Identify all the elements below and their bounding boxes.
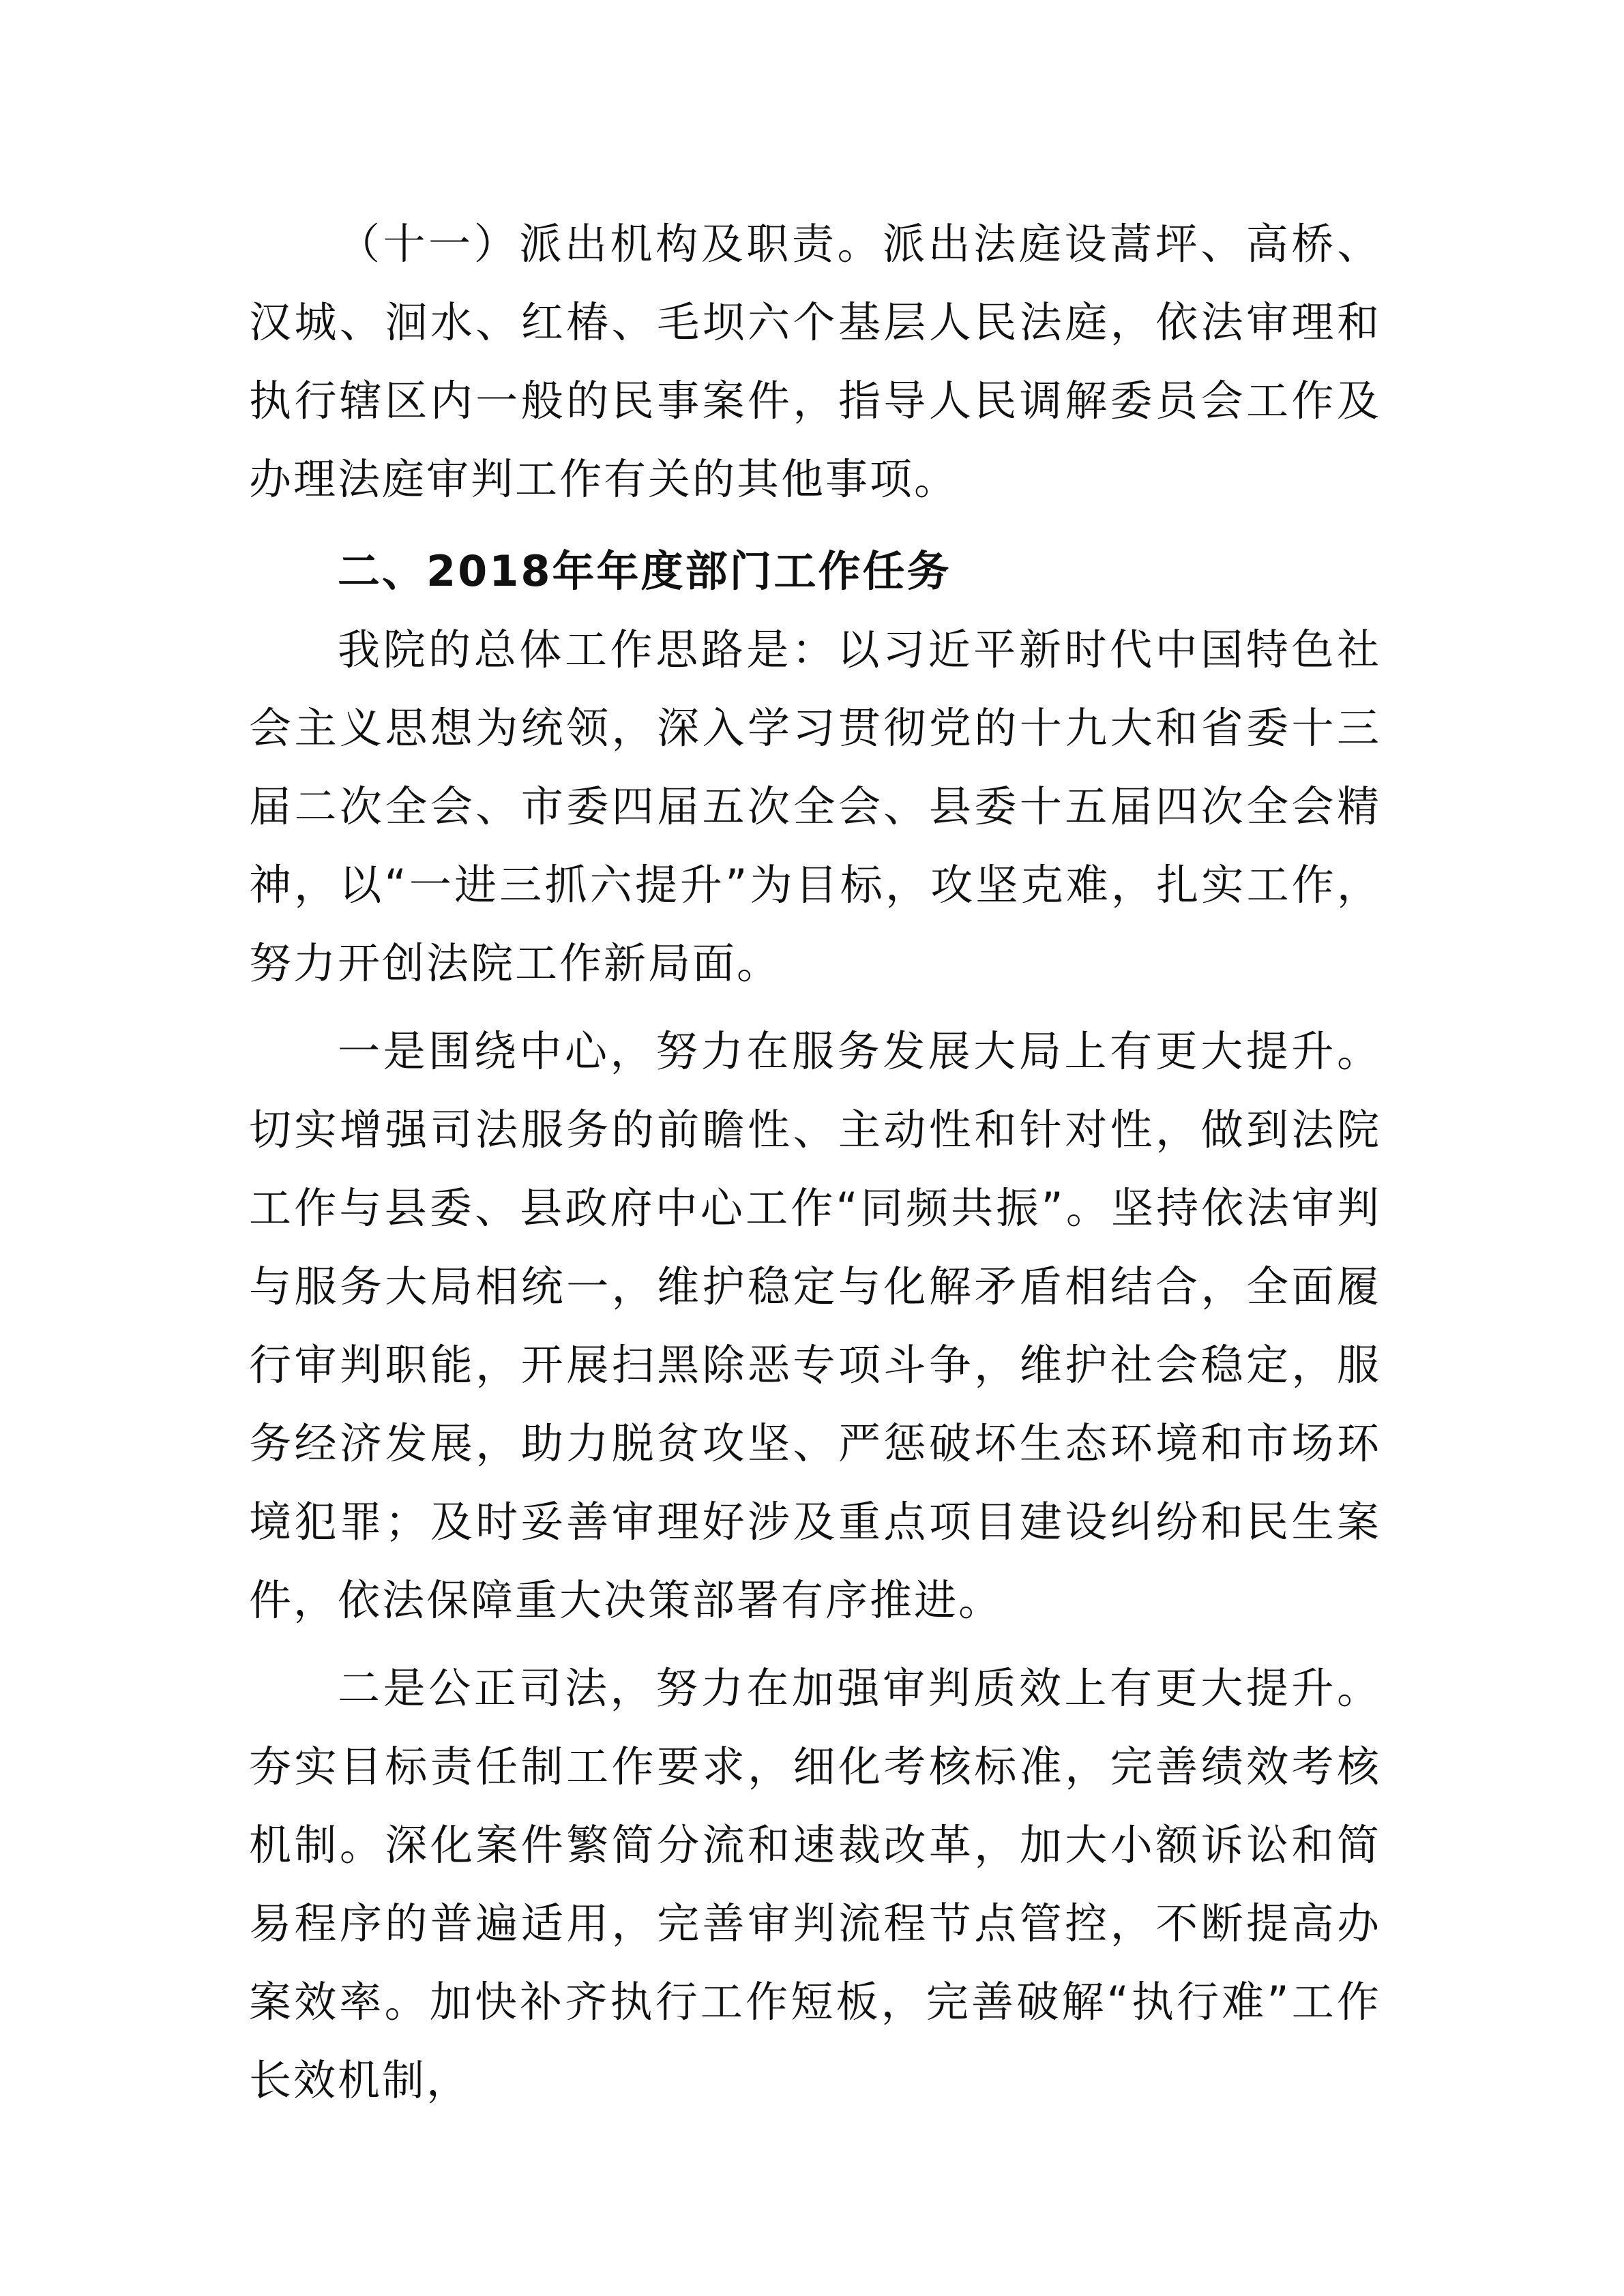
paragraph-task-one: 一是围绕中心，努力在服务发展大局上有更大提升。切实增强司法服务的前瞻性、主动性和针对性，做到法院工作与县委、县政府中心工作“同频共振”。坚持依法审判与服务大局相统一，维护稳定与化解矛盾相结合，全面履行审判职能，开展扫黑除恶专项斗争，维护社会稳定，服务经济发展，助力脱贫攻坚、严惩破坏生态环境和市场环境犯罪；及时妥善审理好涉及重点项目建设纠纷和民生案件，依法保障重大决策部署有序推进。: [249, 1026, 1381, 1625]
paragraph-dispatched-agencies: （十一）派出机构及职责。派出法庭设蒿坪、高桥、汉城、洄水、红椿、毛坝六个基层人民法庭，依法审理和执行辖区内一般的民事案件，指导人民调解委员会工作及办理法庭审判工作有关的其他事项。: [249, 219, 1381, 504]
paragraph-overall-approach: 我院的总体工作思路是：以习近平新时代中国特色社会主义思想为统领，深入学习贯彻党的十九大和省委十三届二次全会、市委四届五次全会、县委十五届四次全会精神，以“一进三抓六提升”为目标，攻坚克难，扎实工作，努力开创法院工作新局面。: [249, 625, 1381, 988]
document-body: [249, 205, 1381, 2119]
section-heading: 二、2018年年度部门工作任务: [338, 546, 951, 596]
paragraph-task-two: 二是公正司法，努力在加强审判质效上有更大提升。夯实目标责任制工作要求，细化考核标准，完善绩效考核机制。深化案件繁简分流和速裁改革，加大小额诉讼和简易程序的普遍适用，完善审判流程节点管控，不断提高办案效率。加快补齐执行工作短板，完善破解“执行难”工作长效机制，: [249, 1663, 1381, 2105]
